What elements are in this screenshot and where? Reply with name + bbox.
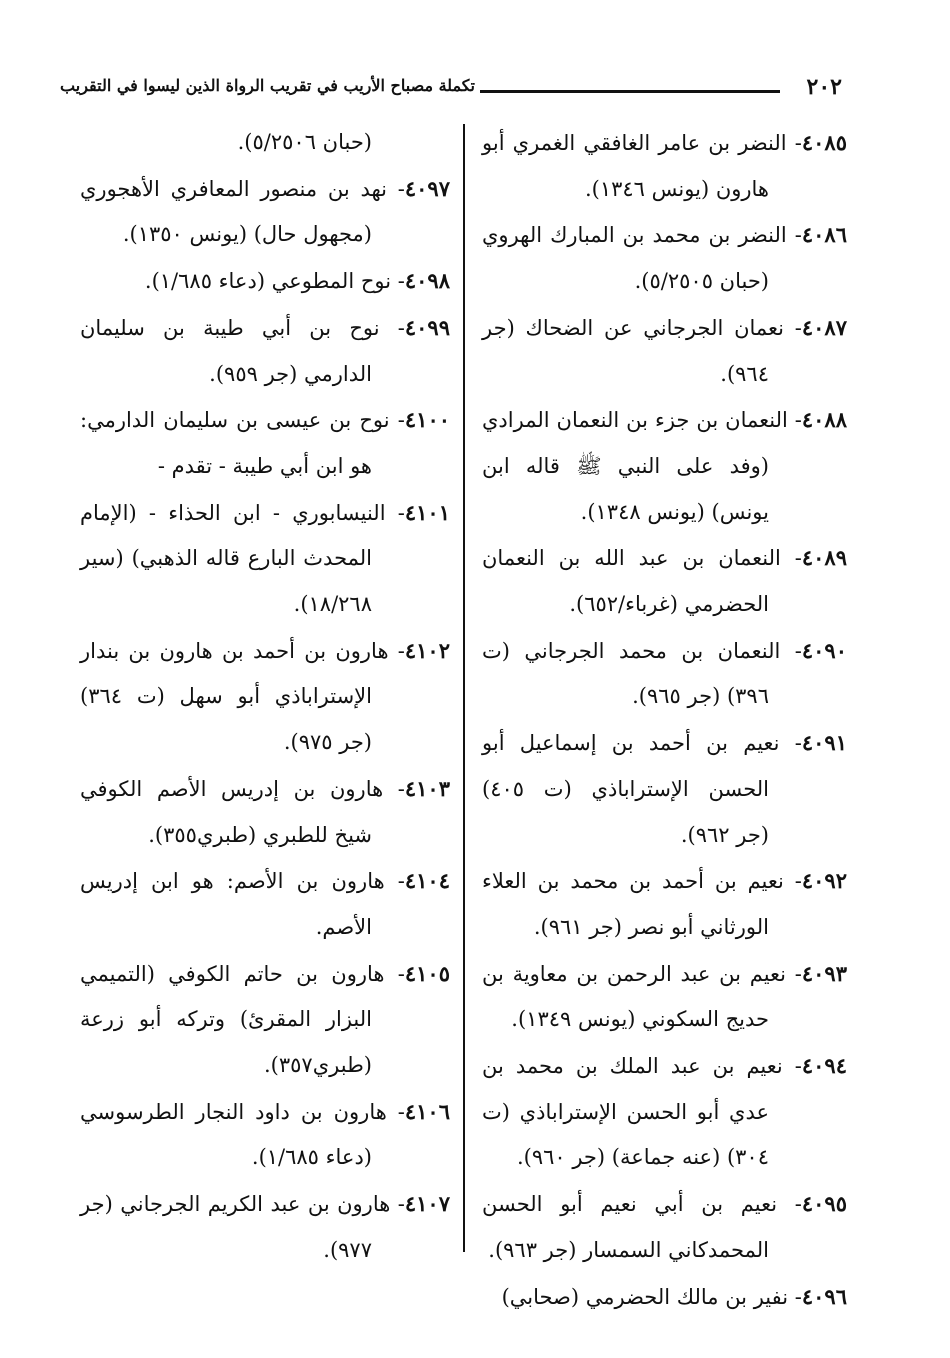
right-column [482, 120, 847, 1320]
entry-text: نوح المطوعي (دعاء ١/٦٨٥). [144, 269, 392, 294]
biography-entry [80, 1181, 450, 1273]
entry-dash: - [777, 1192, 802, 1217]
header-rule [480, 90, 780, 93]
entry-text: نعيم بن أبي نعيم أبو الحسن المحمدكاني السمسار (جر ٩٦٣). [482, 1192, 778, 1262]
entry-dash: - [780, 638, 802, 663]
entry-text: نوح بن عيسى بن سليمان الدارمي: هو ابن أبي طيبة - تقدم - [80, 408, 390, 478]
biography-entry [80, 1089, 450, 1181]
entry-dash: - [787, 408, 802, 433]
entry-body [80, 397, 450, 489]
biography-entry [482, 397, 847, 535]
entry-dash: - [383, 776, 405, 801]
entry-text: هارون بن حاتم الكوفي (التميمي البزار المقرئ) وتركه أبو زرعة (طبري٣٥٧). [80, 961, 385, 1078]
biography-entry [80, 258, 450, 305]
entry-number: ٤٠٩٠ [801, 637, 847, 663]
entry-dash: - [379, 315, 405, 340]
entry-dash: - [387, 176, 405, 201]
entry-number: ٤٠٨٩ [801, 545, 847, 571]
biography-entry [482, 858, 847, 950]
entry-text: نعمان الجرجاني عن الضحاك (جر ٩٦٤). [482, 315, 785, 386]
entry-dash: - [780, 546, 802, 571]
running-title: تكملة مصباح الأريب في تقريب الرواة الذين ليسوا في التقريب [60, 76, 475, 95]
entry-text: نهد بن منصور المعافري الأهجوري (مجهول حال) (يونس ١٣٥٠). [80, 176, 388, 247]
entry-number: ٤٠٩٢ [801, 868, 847, 894]
entry-dash: - [384, 961, 405, 986]
entry-dash: - [786, 961, 802, 986]
entry-text: هارون بن عبد الكريم الجرجاني (جر ٩٧٧). [80, 1192, 391, 1262]
biography-entry [482, 305, 847, 397]
biography-entry [482, 120, 847, 212]
entry-number: ٤٠٩٩ [404, 314, 450, 340]
biography-entry [482, 1274, 847, 1321]
entry-dash: - [384, 869, 405, 894]
entry-text: نعيم بن أحمد بن محمد بن العلاء الورثاني أبو نصر (جر ٩٦١). [482, 869, 784, 939]
biography-entry [482, 1181, 847, 1273]
entry-number: ٤١٠١ [404, 499, 450, 525]
biography-entry [482, 951, 847, 1043]
entry-text: نعيم بن أحمد بن إسماعيل أبو الحسن الإستراباذي (ت ٤٠٥) (جر ٩٦٢). [482, 731, 780, 847]
entry-number: ٤١٠٦ [404, 1098, 450, 1124]
entry-text: النعمان بن جزء بن النعمان المرادي (وفد على النبي ﷺ قاله ابن يونس) (يونس ١٣٤٨). [482, 408, 788, 524]
entry-body [80, 305, 450, 397]
biography-entry [80, 166, 450, 258]
entry-body [80, 258, 450, 305]
entry-text: هارون بن الأصم: هو ابن إدريس الأصم. [80, 869, 385, 939]
entry-dash: - [786, 223, 802, 248]
entry-dash: - [782, 1054, 802, 1079]
entry-number: ٤٠٩٣ [801, 960, 847, 986]
biography-entry [482, 628, 847, 720]
left-column [80, 120, 450, 1274]
biography-entry [482, 212, 847, 304]
biography-entry [80, 397, 450, 489]
biography-entry [482, 720, 847, 858]
entry-body [80, 951, 450, 1089]
entry-dash: - [386, 1099, 405, 1124]
biography-entry [80, 766, 450, 858]
entry-body [80, 166, 450, 258]
entry-number: ٤١٠٤ [404, 868, 450, 894]
entry-dash: - [779, 731, 802, 756]
entry-body [482, 1274, 847, 1321]
entry-number: ٤٠٩٤ [801, 1053, 847, 1079]
entry-number: ٤١٠٣ [404, 775, 450, 801]
entry-dash: - [783, 869, 802, 894]
entry-number: ٤٠٨٨ [801, 407, 847, 433]
entry-body [80, 858, 450, 950]
entry-dash: - [391, 269, 405, 294]
entry-body [482, 1181, 847, 1273]
entry-dash: - [786, 131, 802, 155]
entry-number: ٤٠٩١ [801, 730, 847, 756]
entry-body [482, 951, 847, 1043]
continuation-line: (حبان ٥/٢٥٠٦). [237, 130, 372, 154]
entry-text: هارون بن إدريس الأصم الكوفي شيخ للطبري (طبري٣٥٥). [80, 776, 384, 847]
page-number: ٢٠٢ [806, 74, 842, 100]
biography-entry [80, 858, 450, 950]
entry-number: ٤٠٨٧ [801, 314, 847, 340]
biography-entry [80, 628, 450, 766]
entry-number: ٤١٠٠ [404, 407, 451, 433]
entry-number: ٤١٠٢ [404, 637, 450, 663]
entry-text: النيسابوري - ابن الحذاء - (الإمام المحدث البارع قاله الذهبي) (سير ١٨/٢٦٨). [80, 500, 386, 617]
entry-number: ٤٠٩٧ [404, 175, 450, 201]
biography-entry [80, 951, 450, 1089]
entry-body [482, 120, 847, 212]
biography-entry [482, 1043, 847, 1181]
biography-entry [80, 305, 450, 397]
entry-text: النعمان بن محمد الجرجاني (ت ٣٩٦) (جر ٩٦٥). [482, 638, 781, 709]
biography-entry [482, 535, 847, 627]
entry-text: النعمان بن عبد الله بن النعمان الحضرمي (غرباء/٦٥٢). [482, 546, 781, 617]
entry-text: نعيم بن عبد الملك بن محمد بن عدي أبو الحسن الإستراباذي (ت ٣٠٤) (عنه جماعة) (جر ٩٦٠). [482, 1054, 783, 1170]
entry-body [80, 628, 450, 766]
entry-body [482, 305, 847, 397]
entry-text: هارون بن أحمد بن هارون بن بندار الإستراباذي أبو سهل (ت ٣٦٤) (جر ٩٧٥). [80, 638, 389, 755]
entry-body [482, 535, 847, 627]
entry-text: نعيم بن عبد الرحمن بن معاوية بن حديج السكوني (يونس ١٣٤٩). [482, 961, 787, 1032]
entry-number: ٤٠٨٥ [801, 130, 847, 155]
page-header [60, 74, 850, 114]
entry-body [80, 1089, 450, 1181]
entry-body [482, 1043, 847, 1181]
entry-number: ٤٠٨٦ [801, 222, 847, 248]
entry-text: النضر بن عامر الغافقي الغمري أبو هارون (يونس ١٣٤٦). [482, 131, 787, 201]
entry-body [80, 766, 450, 858]
entry-number: ٤١٠٥ [404, 960, 450, 986]
entry-dash: - [388, 638, 405, 663]
entry-body [482, 858, 847, 950]
entry-text: نفير بن مالك الحضرمي (صحابي) [501, 1284, 789, 1309]
biography-entry [80, 490, 450, 628]
entry-dash: - [390, 1192, 405, 1217]
entry-number: ٤٠٩٦ [801, 1283, 847, 1309]
entry-body [80, 1181, 450, 1273]
column-divider [463, 124, 465, 1252]
entry-body [482, 628, 847, 720]
entry-dash: - [784, 315, 802, 340]
entry-body [482, 720, 847, 858]
entry-dash: - [385, 500, 405, 525]
entry-number: ٤١٠٧ [404, 1191, 450, 1217]
entry-dash: - [788, 1284, 802, 1309]
entry-text: النضر بن محمد بن المبارك الهروي (حبان ٥/٢٥٠٥). [482, 223, 787, 294]
entry-body [482, 212, 847, 304]
entry-number: ٤٠٩٨ [404, 268, 450, 294]
entry-text: نوح بن أبي طيبة بن سليمان الدارمي (جر ٩٥٩). [80, 315, 380, 386]
entry-body [80, 490, 450, 628]
entry-number: ٤٠٩٥ [801, 1191, 847, 1217]
entry-body [482, 397, 847, 535]
entry-text: هارون بن داود النجار الطرسوسي (دعاء ١/٦٨٥). [80, 1099, 387, 1170]
entry-dash: - [389, 408, 405, 433]
